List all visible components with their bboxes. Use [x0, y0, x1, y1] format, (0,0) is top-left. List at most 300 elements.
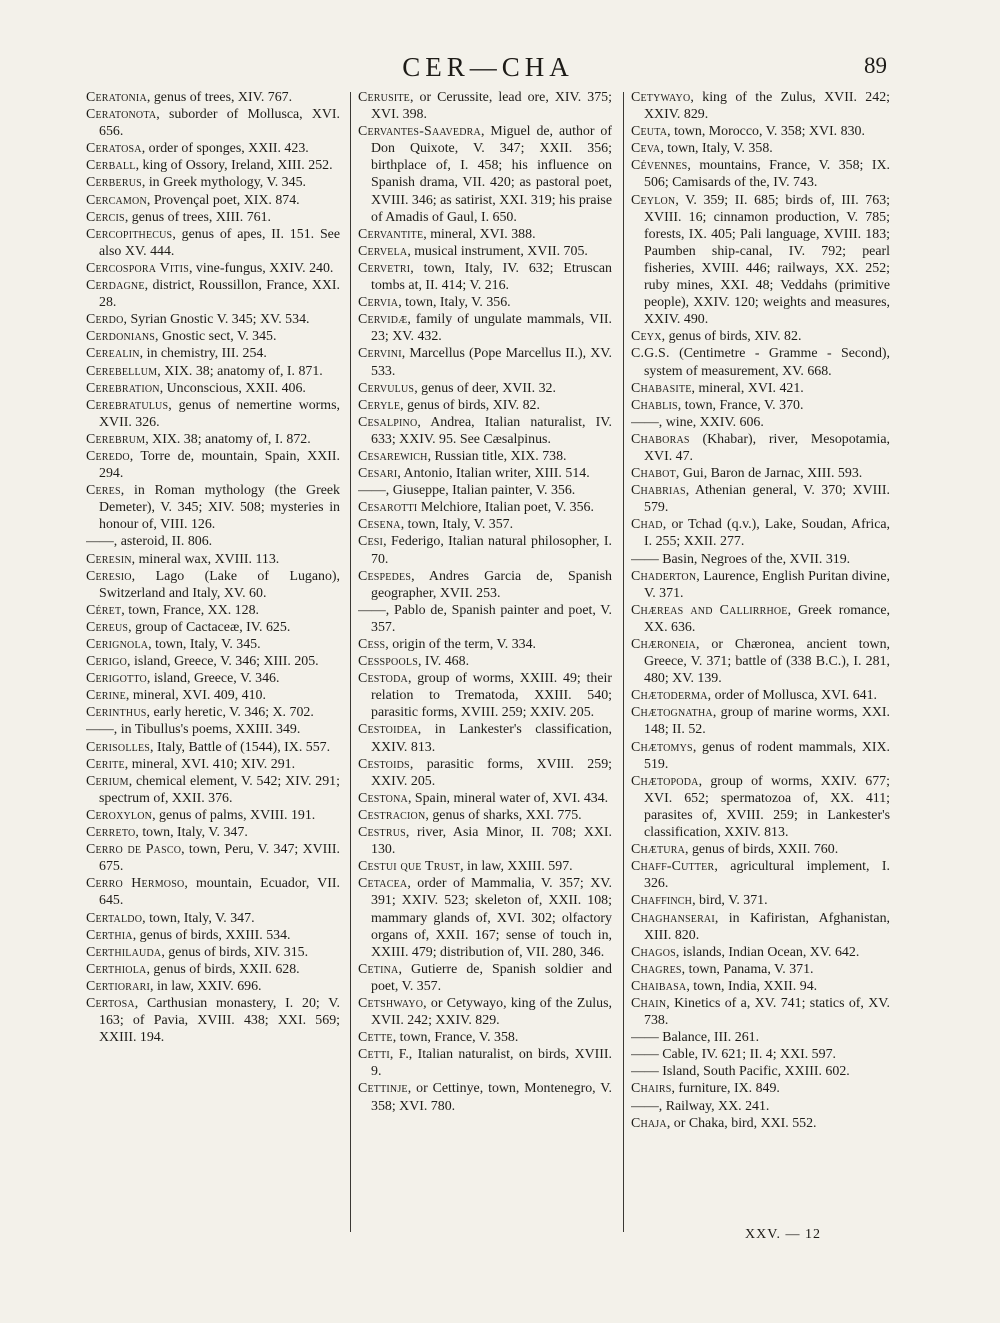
entry-headword: Cestracion: [358, 807, 426, 823]
entry-text: ——, in Tibullus's poems, XXIII. 349.: [86, 722, 301, 738]
index-entry: [86, 824, 340, 841]
entry-headword: Cercis: [86, 209, 125, 225]
entry-text: , XIX. 38; anatomy of, I. 872.: [145, 431, 311, 447]
entry-headword: Chaibasa: [631, 978, 687, 994]
entry-headword: Ceratonota: [86, 107, 157, 123]
entry-headword: Certaldo: [86, 910, 143, 926]
entry-headword: Cesi: [358, 534, 384, 550]
entry-headword: Cerebrum: [86, 431, 146, 447]
index-entry: [358, 414, 612, 448]
entry-headword: Cesari: [358, 466, 398, 482]
entry-headword: Cestui que Trust: [358, 859, 461, 875]
entry-text: , mineral, XVI. 421.: [691, 380, 804, 396]
entry-headword: Chæreas and Callirrhoe: [631, 602, 788, 618]
entry-text: , group of marine worms, XXI. 148; II. 52.: [644, 705, 890, 738]
entry-headword: Chabrias: [631, 483, 686, 499]
entry-text: , king of the Zulus, XVII. 242; XXIV. 829.: [644, 90, 890, 123]
entry-text: , genus of apes, II. 151. See also XV. 444.: [99, 226, 340, 259]
entry-text: , district, Roussillon, France, XXI. 28.: [99, 278, 340, 311]
entry-headword: Ceuta: [631, 124, 668, 140]
index-entry: [631, 431, 890, 465]
entry-text: , genus of birds, XXII. 760.: [685, 842, 839, 858]
index-entry: [86, 157, 340, 174]
entry-headword: Cespedes: [358, 568, 412, 584]
entry-text: , in Roman mythology (the Greek Demeter), V. 345; XIV. 508; mysteries in honour of, VIII. 126.: [99, 483, 340, 533]
entry-headword: Chætura: [631, 842, 685, 858]
entry-text: , genus of sharks, XXI. 775.: [425, 807, 582, 823]
entry-text: , mountains, France, V. 358; IX. 506; Camisards of the, IV. 743.: [644, 158, 890, 191]
entry-text: , genus of birds, XXII. 628.: [146, 961, 300, 977]
index-entry: [86, 568, 340, 602]
index-entry: [86, 106, 340, 140]
index-entry: [86, 363, 340, 380]
entry-headword: Cesspools: [358, 654, 418, 670]
entry-headword: Cerebratulus: [86, 397, 169, 413]
index-entry: [86, 636, 340, 653]
index-entry: [631, 192, 890, 329]
entry-text: —— Cable, IV. 621; II. 4; XXI. 597.: [631, 1047, 836, 1063]
index-entry: [86, 910, 340, 927]
entry-headword: Cerite: [86, 756, 125, 772]
entry-text: , Andres Garcia de, Spanish geographer, XVII. 253.: [371, 568, 612, 601]
entry-text: , in Kafiristan, Afghanistan, XIII. 820.: [644, 910, 890, 943]
index-entry: [86, 944, 340, 961]
entry-text: , or Cettinye, town, Montenegro, V. 358; XVI. 780.: [371, 1081, 612, 1114]
entry-text: (Khabar), river, Mesopotamia, XVI. 47.: [644, 431, 890, 464]
index-entry: [358, 448, 612, 465]
index-column-3: [631, 89, 890, 1249]
entry-headword: Certhia: [86, 927, 133, 943]
entry-text: , or Cetywayo, king of the Zulus, XVII. 242; XXIV. 829.: [371, 995, 612, 1029]
index-entry: [358, 380, 612, 397]
entry-headword: Cestona: [358, 790, 408, 806]
index-entry: [86, 260, 340, 277]
entry-headword: Ceylon: [631, 192, 676, 208]
entry-text: , in Lankester's classification, XXIV. 813.: [371, 722, 612, 755]
entry-text: , town, Italy, V. 358.: [660, 141, 773, 157]
entry-text: , town, France, XX. 128.: [121, 602, 259, 618]
index-entry: [86, 687, 340, 704]
entry-headword: Chad: [631, 517, 663, 533]
entry-text: , XIX. 38; anatomy of, I. 871.: [157, 363, 323, 379]
entry-text: , or Tchad (q.v.), Lake, Soudan, Africa, I. 255; XXII. 277.: [644, 517, 890, 550]
entry-text: , group of Cactaceæ, IV. 625.: [128, 619, 291, 635]
entry-headword: Cette: [358, 1030, 393, 1046]
entry-headword: Cévennes: [631, 158, 688, 174]
entry-headword: Cerium: [86, 773, 129, 789]
entry-headword: Cercospora Vitis: [86, 260, 189, 276]
index-entry: [86, 192, 340, 209]
entry-headword: Ceryle: [358, 397, 401, 413]
entry-headword: Cervetri: [358, 260, 411, 276]
entry-text: , Marcellus (Pope Marcellus II.), XV. 533.: [371, 346, 612, 379]
entry-headword: Cestoidea: [358, 722, 418, 738]
entry-text: , town, Italy, V. 347.: [135, 825, 248, 841]
index-entry: [86, 89, 340, 106]
entry-headword: Chain: [631, 995, 667, 1011]
index-entry: [631, 1098, 890, 1115]
entry-headword: Cesarotti: [358, 500, 418, 516]
index-entry: [86, 533, 340, 550]
index-entry: [86, 927, 340, 944]
index-entry: [358, 123, 612, 226]
entry-headword: Ceredo: [86, 448, 130, 464]
entry-text: , Kinetics of a, XV. 741; statics of, XV. 738.: [644, 995, 890, 1029]
entry-text: , Andrea, Italian naturalist, IV. 633; XXIV. 95. See Cæsalpinus.: [371, 414, 612, 447]
index-entry: [358, 568, 612, 602]
index-entry: [86, 602, 340, 619]
index-entry: [631, 687, 890, 704]
entry-text: , or Chæronea, ancient town, Greece, V. 371; battle of (338 B.C.), I. 281, 480; XV. 139.: [644, 637, 890, 687]
column-divider-1: [350, 92, 351, 1232]
index-entry: [86, 807, 340, 824]
entry-text: , genus of palms, XVIII. 191.: [152, 807, 316, 823]
entry-text: , genus of deer, XVII. 32.: [414, 380, 556, 396]
entry-text: , Spain, mineral water of, XVI. 434.: [407, 790, 609, 806]
index-entry: [631, 961, 890, 978]
entry-headword: Cestoids: [358, 756, 410, 772]
entry-headword: Cerusite: [358, 90, 410, 105]
index-entry: [86, 174, 340, 191]
index-entry: [86, 773, 340, 807]
entry-text: , genus of birds, XXIII. 534.: [132, 927, 291, 943]
column-divider-2: [623, 92, 624, 1232]
entry-text: , in Greek mythology, V. 345.: [141, 175, 306, 191]
index-entry: [358, 636, 612, 653]
entry-headword: Cerinthus: [86, 705, 147, 721]
entry-headword: Chabasite: [631, 380, 692, 396]
entry-text: —— Island, South Pacific, XXIII. 602.: [631, 1064, 850, 1080]
entry-headword: Cerro de Pasco: [86, 842, 182, 858]
index-entry: [358, 653, 612, 670]
entry-text: ——, Railway, XX. 241.: [631, 1098, 770, 1114]
entry-headword: Certhiola: [86, 961, 147, 977]
entry-text: , Gui, Baron de Jarnac, XIII. 593.: [675, 466, 863, 482]
entry-text: , or Cerussite, lead ore, XIV. 375; XVI. 398.: [371, 90, 612, 123]
index-entry: [86, 397, 340, 431]
entry-headword: Ceresio: [86, 568, 132, 584]
entry-headword: Chagos: [631, 944, 676, 960]
index-entry: [358, 995, 612, 1029]
entry-text: , or Chaka, bird, XXI. 552.: [666, 1115, 817, 1131]
index-entry: [86, 311, 340, 328]
entry-text: , Carthusian monastery, I. 20; V. 163; of Pavia, XVIII. 438; XXI. 569; XXIII. 194.: [99, 995, 340, 1046]
index-entry: [358, 311, 612, 345]
entry-headword: Chaboras: [631, 431, 690, 447]
index-entry: [86, 328, 340, 345]
entry-headword: Chabot: [631, 466, 676, 482]
entry-headword: Cetacea: [358, 876, 408, 892]
index-entry: [86, 995, 340, 1046]
index-entry: [86, 345, 340, 362]
entry-headword: Cereus: [86, 619, 129, 635]
index-entry: [631, 910, 890, 944]
index-entry: [86, 670, 340, 687]
entry-text: , mountain, Ecuador, VII. 645.: [99, 876, 340, 909]
entry-text: , genus of nemertine worms, XVII. 326.: [99, 397, 340, 430]
entry-headword: Cerebellum: [86, 363, 158, 379]
entry-text: , Gnostic sect, V. 345.: [155, 329, 277, 345]
entry-headword: Cess: [358, 637, 386, 652]
index-entry: [358, 1080, 612, 1114]
entry-text: , islands, Indian Ocean, XV. 642.: [675, 944, 860, 960]
index-entry: [631, 89, 890, 123]
entry-headword: Cervia: [358, 295, 399, 311]
entry-headword: Cestrus: [358, 825, 406, 841]
entry-headword: Chagres: [631, 961, 682, 977]
page-header: [86, 52, 890, 88]
index-entry: [631, 414, 890, 431]
index-entry: [358, 465, 612, 482]
signature-mark: XXV. — 12: [745, 1227, 822, 1242]
index-entry: [86, 653, 340, 670]
index-entry: [86, 875, 340, 909]
entry-text: , genus of trees, XIII. 761.: [124, 209, 272, 225]
entry-text: ——, Giuseppe, Italian painter, V. 356.: [358, 483, 576, 499]
entry-headword: Cerealin: [86, 346, 140, 362]
index-entry: [86, 431, 340, 448]
entry-text: ——, wine, XXIV. 606.: [631, 414, 764, 430]
entry-headword: Chablis: [631, 397, 678, 413]
index-entry: [358, 670, 612, 721]
index-entry: [631, 157, 890, 191]
entry-text: , town, France, V. 370.: [677, 397, 804, 413]
index-entry: [358, 260, 612, 294]
index-entry: [358, 294, 612, 311]
entry-text: , Laurence, English Puritan divine, V. 371.: [644, 568, 890, 601]
entry-text: , island, Greece, V. 346; XIII. 205.: [127, 654, 319, 670]
entry-headword: Chæroneia: [631, 637, 696, 652]
index-entry: [631, 602, 890, 636]
index-entry: [358, 858, 612, 875]
index-entry: [631, 944, 890, 961]
entry-text: , agricultural implement, I. 326.: [644, 859, 890, 892]
entry-text: , genus of birds, XIV. 82.: [661, 329, 802, 345]
entry-text: , Miguel de, author of Don Quixote, V. 347; XXII. 356; birthplace of, I. 458; his influence on Spanish drama, VII. 420; as pastoral poet, XVIII. 346; as satirist, XXI. 319; his praise of Amadis of Gaul, I. 650.: [371, 124, 612, 225]
index-entry: [86, 448, 340, 482]
index-entry: [631, 1063, 890, 1080]
index-entry: [86, 978, 340, 995]
entry-headword: Ceratonia: [86, 90, 147, 105]
entry-headword: Certiorari: [86, 978, 150, 994]
entry-text: , order of Mammalia, V. 357; XV. 391; XXIV. 523; skeleton of, XXII. 108; mammary glands of, XVI. 302; olfactory organs of, XXII. 167; sense of touch in, XXIII. 479; distribution of, VII. 280, 346.: [371, 876, 612, 960]
entry-headword: Chaja: [631, 1115, 667, 1131]
index-entry: [358, 1029, 612, 1046]
entry-text: , genus of birds, XIV. 82.: [400, 397, 540, 413]
index-entry: [631, 995, 890, 1029]
entry-text: , in chemistry, III. 254.: [139, 346, 267, 362]
entry-headword: Cesalpino: [358, 414, 418, 430]
index-entry: [631, 568, 890, 602]
entry-headword: Cerine: [86, 688, 126, 704]
entry-text: , Italy, Battle of (1544), IX. 557.: [150, 739, 331, 755]
index-entry: [86, 619, 340, 636]
entry-headword: Cetti: [358, 1047, 390, 1063]
entry-headword: Cerebration: [86, 380, 160, 396]
entry-headword: Ceroxylon: [86, 807, 153, 823]
entry-text: , IV. 468.: [417, 654, 470, 670]
entry-headword: Cestoda: [358, 671, 408, 687]
index-entry: [86, 739, 340, 756]
entry-headword: Cerdagne: [86, 278, 145, 294]
entry-text: , Russian title, XIX. 738.: [427, 448, 567, 464]
entry-text: , Antonio, Italian writer, XIII. 514.: [397, 466, 590, 482]
entry-text: , family of ungulate mammals, VII. 23; XV. 432.: [371, 312, 612, 345]
index-entry: [86, 721, 340, 738]
index-entry: [631, 636, 890, 687]
entry-text: , genus of trees, XIV. 767.: [146, 90, 293, 105]
entry-headword: Chætoderma: [631, 688, 708, 704]
index-entry: [631, 773, 890, 841]
index-entry: [86, 704, 340, 721]
index-entry: [86, 756, 340, 773]
entry-text: , Torre de, mountain, Spain, XXII. 294.: [99, 448, 340, 482]
entry-headword: Cerdo: [86, 312, 124, 328]
index-entry: [86, 140, 340, 157]
entry-text: , town, Morocco, V. 358; XVI. 830.: [667, 124, 865, 140]
index-entry: [631, 328, 890, 345]
entry-text: , town, India, XXII. 94.: [686, 978, 818, 994]
index-entry: [631, 978, 890, 995]
index-entry: [358, 721, 612, 755]
index-entry: [631, 397, 890, 414]
entry-headword: Chairs: [631, 1081, 672, 1097]
index-entry: [86, 551, 340, 568]
entry-text: , mineral, XVI. 410; XIV. 291.: [124, 756, 296, 772]
entry-headword: Ceres: [86, 483, 121, 499]
index-entry: [631, 465, 890, 482]
index-column-1: [86, 89, 340, 1249]
entry-text: , king of Ossory, Ireland, XIII. 252.: [135, 158, 333, 174]
index-entry: [358, 226, 612, 243]
entry-text: , early heretic, V. 346; X. 702.: [146, 705, 314, 721]
index-entry: [86, 380, 340, 397]
index-entry: [631, 380, 890, 397]
entry-text: —— Balance, III. 261.: [631, 1030, 760, 1046]
entry-headword: Cercamon: [86, 192, 147, 208]
entry-headword: Ceratosa: [86, 141, 142, 157]
index-entry: [631, 841, 890, 858]
entry-text: , town, Peru, V. 347; XVIII. 675.: [99, 842, 340, 875]
index-entry: [358, 243, 612, 260]
entry-text: ——, Pablo de, Spanish painter and poet, V. 357.: [358, 602, 612, 635]
index-entry: [631, 482, 890, 516]
index-entry: [86, 209, 340, 226]
index-entry: [358, 961, 612, 995]
entry-text: , Syrian Gnostic V. 345; XV. 534.: [123, 312, 310, 328]
index-entry: [631, 140, 890, 157]
entry-headword: Chaffinch: [631, 893, 693, 909]
entry-headword: Cerball: [86, 158, 136, 174]
index-entry: [86, 482, 340, 533]
index-entry: [631, 516, 890, 550]
entry-headword: Chætognatha: [631, 705, 713, 721]
entry-headword: Céret: [86, 602, 122, 618]
entry-text: , V. 359; II. 685; birds of, III. 763; XVIII. 16; cinnamon production, V. 785; forests, IX. 405; Pali language, XVIII. 183; Paumben ship-canal, IV. 792; pearl fisheries, XVIII. 446; railways, XX. 252; ruby mines, XXI. 48; Veddahs (primitive people), XXIV. 120; weights and measures, XXIV. 490.: [644, 192, 890, 328]
entry-headword: Cerreto: [86, 825, 136, 841]
entry-text: , town, Panama, V. 371.: [681, 961, 814, 977]
entry-text: , mineral wax, XVIII. 113.: [131, 551, 280, 567]
entry-text: , Unconscious, XXII. 406.: [159, 380, 306, 396]
index-entry: [358, 89, 612, 123]
entry-text: , Lago (Lake of Lugano), Switzerland and Italy, XV. 60.: [99, 568, 340, 601]
entry-headword: Cettinje: [358, 1081, 408, 1097]
index-columns: [86, 89, 890, 1249]
index-entry: [358, 790, 612, 807]
entry-text: , in law, XXIV. 696.: [150, 978, 262, 994]
entry-headword: Cerdonians: [86, 329, 156, 345]
index-entry: [631, 123, 890, 140]
entry-headword: Chaff-Cutter: [631, 859, 715, 875]
entry-text: Melchiore, Italian poet, V. 356.: [417, 500, 594, 516]
index-entry: [631, 551, 890, 568]
entry-headword: Cervantite: [358, 226, 424, 242]
index-entry: [86, 226, 340, 260]
index-entry: [631, 739, 890, 773]
index-entry: [631, 345, 890, 379]
index-entry: [86, 841, 340, 875]
entry-headword: Cetywayo: [631, 90, 691, 105]
entry-text: , group of worms, XXIII. 49; their relation to Trematoda, XXIII. 540; parasitic forms, XVIII. 259; XXIV. 205.: [371, 671, 612, 721]
entry-text: (Centimetre - Gramme - Second), system of measurement, XV. 668.: [644, 346, 890, 379]
entry-text: , bird, V. 371.: [692, 893, 768, 909]
entry-text: , town, Italy, V. 356.: [398, 295, 511, 311]
entry-headword: Cervini: [358, 346, 402, 362]
entry-text: , genus of rodent mammals, XIX. 519.: [644, 739, 890, 772]
entry-headword: Cervela: [358, 243, 408, 259]
index-entry: [631, 1029, 890, 1046]
entry-text: , in law, XXIII. 597.: [460, 859, 573, 875]
entry-text: , order of Mollusca, XVI. 641.: [707, 688, 878, 704]
entry-text: , town, Italy, IV. 632; Etruscan tombs at, II. 414; V. 216.: [371, 260, 612, 294]
entry-headword: Cetshwayo: [358, 995, 424, 1011]
entry-headword: Chætopoda: [631, 773, 699, 789]
entry-headword: Ceva: [631, 141, 661, 157]
entry-headword: Ceresin: [86, 551, 132, 567]
entry-headword: Cerigotto: [86, 671, 147, 687]
index-entry: [358, 807, 612, 824]
entry-headword: Cerigo: [86, 654, 128, 670]
page-number: 89: [864, 53, 887, 78]
entry-text: ——, asteroid, II. 806.: [86, 534, 213, 550]
entry-headword: Cesarewich: [358, 448, 428, 464]
index-entry: [631, 1080, 890, 1097]
entry-text: , F., Italian naturalist, on birds, XVIII. 9.: [371, 1047, 612, 1080]
entry-text: , town, Italy, V. 345.: [148, 637, 261, 652]
entry-text: , mineral, XVI. 409, 410.: [125, 688, 266, 704]
entry-text: , Gutierre de, Spanish soldier and poet, V. 357.: [371, 961, 612, 994]
entry-headword: Chætomys: [631, 739, 693, 755]
entry-headword: Cerisolles: [86, 739, 151, 755]
index-entry: [631, 704, 890, 738]
entry-headword: Cerberus: [86, 175, 142, 191]
index-entry: [631, 858, 890, 892]
entry-headword: Cercopithecus: [86, 226, 173, 242]
index-entry: [358, 533, 612, 567]
entry-headword: Cervulus: [358, 380, 415, 396]
entry-text: , island, Greece, V. 346.: [146, 671, 280, 687]
index-entry: [358, 824, 612, 858]
entry-text: , origin of the term, V. 334.: [385, 637, 537, 652]
entry-text: , genus of birds, XIV. 315.: [161, 944, 309, 960]
entry-text: , group of worms, XXIV. 677; XVI. 652; spermatozoa of, XX. 411; parasites of, XVIII. 259; in Lankester's classification, XXIV. 813.: [644, 773, 890, 841]
entry-text: , furniture, IX. 849.: [671, 1081, 780, 1097]
index-entry: [358, 756, 612, 790]
entry-headword: C.G.S.: [631, 346, 670, 362]
index-entry: [86, 961, 340, 978]
entry-text: , Greek romance, XX. 636.: [644, 602, 890, 635]
entry-text: , chemical element, V. 542; XIV. 291; spectrum of, XXII. 376.: [99, 773, 340, 806]
